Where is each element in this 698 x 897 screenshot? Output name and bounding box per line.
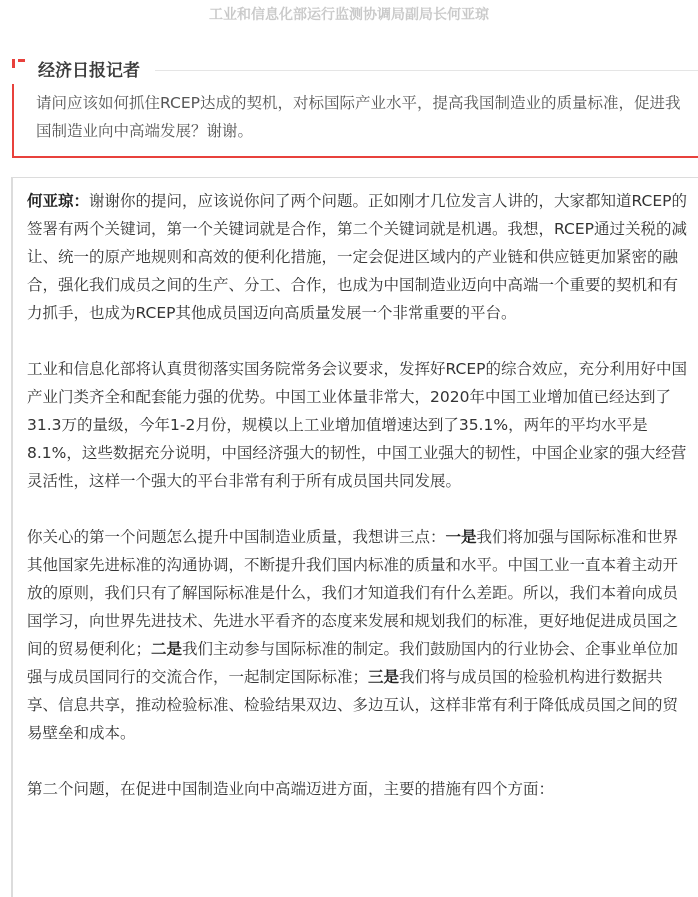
point-one-text: 我们将加强与国际标准和世界其他国家先进标准的沟通协调，不断提升我们国内标准的质量和水平。中国工业一直本着主动开放的原则，我们只有了解国际标准是什么，我们才知道我们有什么差距。所以，我们本着向成员国学习，向世界先进技术、先进水平看齐的态度来发展和规划我们的标准，更好地促进成员国之间的贸易便利化；: [27, 528, 679, 658]
answer-paragraph-3: [27, 523, 687, 747]
question-section: [12, 56, 698, 160]
question-text: 请问应该如何抓住RCEP达成的契机，对标国际产业水平，提高我国制造业的质量标准，促进我国制造业向中高端发展？谢谢。: [36, 94, 681, 140]
accent-marker: [12, 59, 15, 68]
p3-intro: 你关心的第一个问题怎么提升中国制造业质量，我想讲三点：: [27, 528, 446, 546]
accent-marker-dash: [18, 59, 25, 62]
answer-section: [11, 177, 698, 897]
page-caption: 工业和信息化部运行监测协调局副局长何亚琼: [209, 7, 489, 23]
reporter-title: 经济日报记者: [38, 61, 140, 81]
point-three-label: 三是: [368, 668, 400, 686]
title-divider: [155, 70, 698, 71]
question-box: [12, 84, 698, 158]
speaker-name: 何亚琼：: [27, 192, 90, 210]
point-two-label: 二是: [151, 640, 183, 658]
answer-content: [27, 187, 687, 831]
answer-paragraph-1: [27, 187, 687, 327]
point-three-text: 我们将与成员国的检验机构进行数据共享、信息共享，推动检验标准、检验结果双边、多边互认，这样非常有利于降低成员国之间的贸易壁垒和成本。: [27, 668, 679, 742]
answer-paragraph-2: 工业和信息化部将认真贯彻落实国务院常务会议要求，发挥好RCEP的综合效应，充分利用好中国产业门类齐全和配套能力强的优势。中国工业体量非常大，2020年中国工业增加值已经达到了31.3万的量级，今年1-2月份，规模以上工业增加值增速达到了35.1%，两年的平均水平是8.1%，这些数据充分说明，中国经济强大的韧性，中国工业强大的韧性，中国企业家的强大经营灵活性，这样一个强大的平台非常有利于所有成员国共同发展。: [27, 360, 687, 490]
point-two-text: 我们主动参与国际标准的制定。我们鼓励国内的行业协会、企事业单位加强与成员国同行的交流合作，一起制定国际标准；: [27, 640, 679, 686]
answer-paragraph-4: 第二个问题，在促进中国制造业向中高端迈进方面，主要的措施有四个方面：: [27, 780, 555, 798]
answer-paragraph-1-text: 谢谢你的提问，应该说你问了两个问题。正如刚才几位发言人讲的，大家都知道RCEP的签署有两个关键词，第一个关键词就是合作，第二个关键词就是机遇。我想，RCEP通过关税的减让、统一的原产地规则和高效的便利化措施，一定会促进区域内的产业链和供应链更加紧密的融合，强化我们成员之间的生产、分工、合作，也成为中国制造业迈向中高端一个重要的契机和有力抓手，也成为RCEP其他成员国迈向高质量发展一个非常重要的平台。: [27, 192, 687, 322]
point-one-label: 一是: [445, 528, 477, 546]
